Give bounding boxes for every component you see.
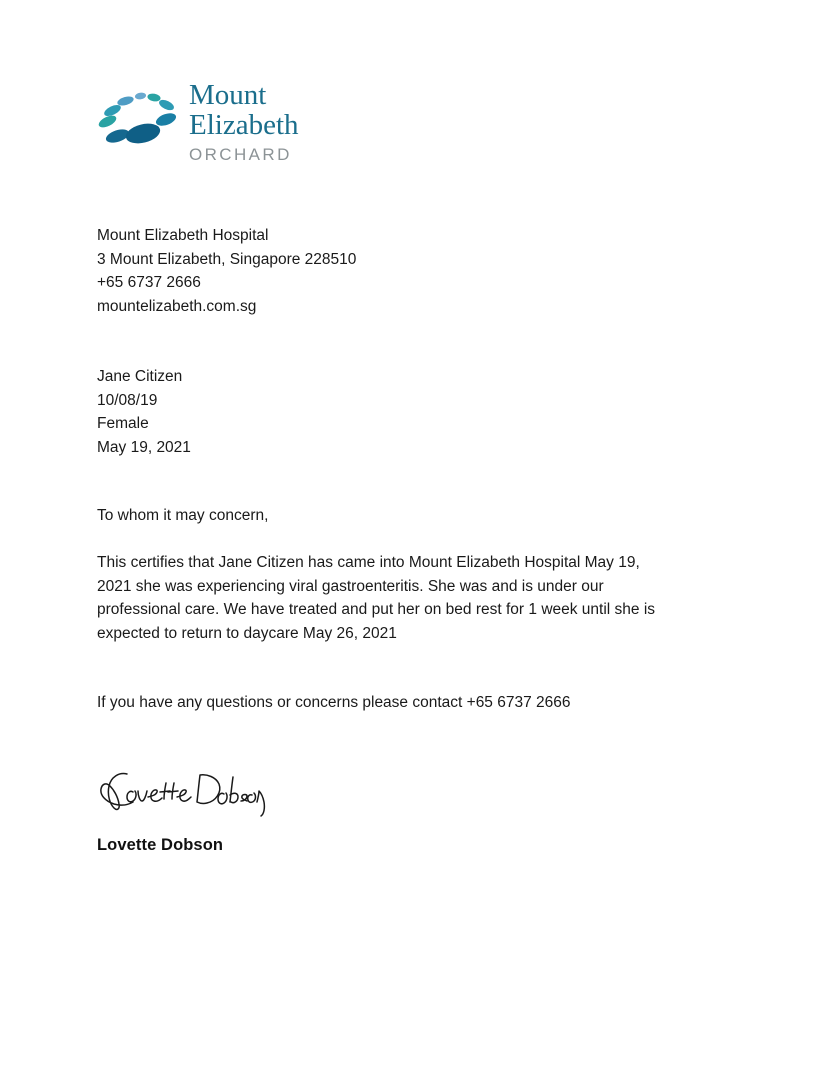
signatory-printed-name: Lovette Dobson	[97, 836, 224, 854]
brand-wordmark	[189, 80, 299, 164]
patient-date-of-birth: 10/08/19	[97, 391, 158, 409]
signature-block	[97, 768, 269, 855]
facility-name: Mount Elizabeth Hospital	[97, 227, 269, 244]
patient-gender: Female	[97, 415, 149, 433]
letter-body-paragraph: This certifies that Jane Citizen has came into Mount Elizabeth Hospital May 19, 2021 she was experiencing viral gastroenteritis. She was and is under our professional care. We have treated and put her on bed rest for 1 week until she is expected to return to daycare May 26, 2021	[97, 554, 656, 643]
facility-phone: +65 6737 2666	[97, 274, 201, 292]
brand-line-mount: Mount	[189, 79, 267, 111]
letter-body	[97, 551, 669, 646]
patient-details	[97, 365, 191, 459]
facility-details	[97, 224, 356, 318]
patient-name: Jane Citizen	[97, 368, 183, 385]
salutation	[97, 504, 268, 528]
brand-line-elizabeth: Elizabeth	[189, 109, 299, 141]
letterhead	[95, 80, 299, 164]
contact-note	[97, 691, 571, 715]
facility-website: mountelizabeth.com.sg	[97, 297, 257, 315]
salutation-text: To whom it may concern,	[97, 507, 269, 524]
facility-address: 3 Mount Elizabeth, Singapore 228510	[97, 250, 357, 268]
handwritten-signature-icon	[97, 768, 269, 820]
letter-date: May 19, 2021	[97, 438, 191, 456]
brand-sub-orchard: ORCHARD	[189, 145, 292, 164]
mount-elizabeth-dots-logo-icon	[95, 86, 181, 148]
contact-note-text: If you have any questions or concerns please contact +65 6737 2666	[97, 694, 571, 711]
